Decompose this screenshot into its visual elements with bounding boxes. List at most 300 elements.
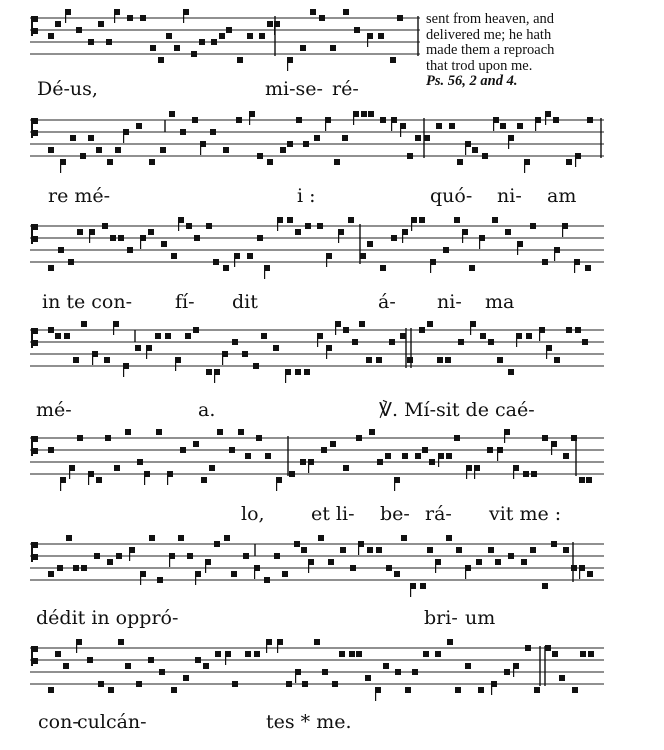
- neume-stem: [200, 141, 201, 155]
- neume: [517, 123, 523, 129]
- neume: [587, 571, 593, 577]
- lyric-7-1: con-: [38, 711, 79, 733]
- neume: [171, 253, 177, 259]
- neume: [267, 159, 273, 165]
- neume-stem: [225, 651, 226, 665]
- neume: [253, 363, 259, 369]
- neume-stem: [466, 465, 467, 479]
- neume: [87, 657, 93, 663]
- neume: [178, 535, 184, 541]
- neume-stem: [391, 117, 392, 131]
- lyric-7-3: tes * me.: [266, 711, 352, 733]
- neume: [443, 247, 449, 253]
- lyric-4-2: a.: [198, 399, 216, 421]
- neume-stem: [326, 253, 327, 267]
- neume-stem: [479, 235, 480, 249]
- neume: [420, 583, 426, 589]
- neume: [174, 45, 180, 51]
- neume-stem: [438, 453, 439, 467]
- neume: [339, 651, 345, 657]
- neume: [104, 357, 110, 363]
- do-clef-icon: [31, 646, 38, 666]
- neume: [98, 681, 104, 687]
- neume: [223, 147, 229, 153]
- neume: [551, 541, 557, 547]
- neume: [495, 559, 501, 565]
- neume: [48, 147, 54, 153]
- neume: [48, 265, 54, 271]
- neume: [214, 541, 220, 547]
- neume-stem: [524, 159, 525, 173]
- neume-stem: [123, 129, 124, 143]
- neume: [57, 565, 63, 571]
- neume: [48, 571, 54, 577]
- neume-stem: [326, 345, 327, 359]
- neume: [361, 111, 367, 117]
- translation-line-4: that trod upon me.: [426, 57, 533, 74]
- neume: [254, 651, 260, 657]
- neume-stem: [144, 471, 145, 485]
- neume: [389, 339, 395, 345]
- neume: [148, 657, 154, 663]
- do-clef-icon: [31, 16, 38, 36]
- neume: [580, 651, 586, 657]
- neume: [105, 435, 111, 441]
- neume: [482, 153, 488, 159]
- neume: [55, 333, 61, 339]
- neume-stem: [140, 235, 141, 249]
- neume: [118, 639, 124, 645]
- neume: [429, 459, 435, 465]
- neume: [582, 339, 588, 345]
- neume: [287, 141, 293, 147]
- neume: [116, 553, 122, 559]
- neume-stem: [513, 465, 514, 479]
- neume: [265, 453, 271, 459]
- lyric-5-5: vit me :: [489, 503, 562, 525]
- lyric-2-1: re mé-: [48, 185, 111, 207]
- neume: [169, 111, 175, 117]
- neume: [334, 159, 340, 165]
- neume-stem: [508, 135, 509, 149]
- neume: [579, 477, 585, 483]
- neume-stem: [167, 471, 168, 485]
- neume: [563, 453, 569, 459]
- neume: [136, 681, 142, 687]
- do-clef-icon: [31, 328, 38, 348]
- neume: [365, 675, 371, 681]
- neume: [405, 687, 411, 693]
- neume: [377, 459, 383, 465]
- lyric-5-3: be-: [380, 503, 410, 525]
- neume-stem: [491, 681, 492, 695]
- neume-stem: [129, 547, 130, 561]
- neume-stem: [353, 111, 354, 125]
- neume-stem: [546, 345, 547, 359]
- neume: [102, 223, 108, 229]
- neume: [385, 453, 391, 459]
- neume: [422, 447, 428, 453]
- neume-stem: [277, 217, 278, 231]
- neume: [96, 477, 102, 483]
- neume: [48, 687, 54, 693]
- neume-stem: [276, 477, 277, 491]
- neume: [300, 45, 306, 51]
- neume: [206, 223, 212, 229]
- neume-stem: [60, 159, 61, 173]
- neume: [48, 327, 54, 333]
- neume: [314, 135, 320, 141]
- translation-line-1: sent from heaven, and: [426, 11, 555, 27]
- neume: [369, 429, 375, 435]
- neume: [478, 687, 484, 693]
- neume: [96, 147, 102, 153]
- neume: [319, 15, 325, 21]
- neume: [114, 465, 120, 471]
- neume: [135, 345, 141, 351]
- neume: [386, 565, 392, 571]
- neume: [534, 687, 540, 693]
- neume: [261, 333, 267, 339]
- neume: [77, 229, 83, 235]
- neume: [380, 265, 386, 271]
- neume: [106, 39, 112, 45]
- neume: [305, 223, 311, 229]
- neume: [58, 247, 64, 253]
- neume: [88, 135, 94, 141]
- neume: [356, 435, 362, 441]
- neume: [159, 669, 165, 675]
- do-clef-icon: [31, 118, 38, 138]
- neume: [194, 235, 200, 241]
- staff-4: [30, 322, 604, 392]
- neume: [446, 535, 452, 541]
- neume: [68, 259, 74, 265]
- neume: [360, 253, 366, 259]
- neume: [472, 147, 478, 153]
- neume: [508, 369, 514, 375]
- neume: [446, 453, 452, 459]
- neume-stem: [114, 9, 115, 23]
- staff-3: [30, 218, 604, 286]
- neume: [287, 217, 293, 223]
- neume: [232, 681, 238, 687]
- neume: [531, 471, 537, 477]
- translation-line-2: delivered me; he hath: [426, 26, 552, 43]
- neume-stem: [60, 477, 61, 491]
- neume: [424, 135, 430, 141]
- neume: [76, 27, 82, 33]
- neume-stem: [394, 477, 395, 491]
- neume-stem: [65, 9, 66, 23]
- neume: [55, 21, 61, 27]
- neume-stem: [574, 259, 575, 273]
- neume: [238, 429, 244, 435]
- neume: [456, 547, 462, 553]
- neume-stem: [400, 123, 401, 137]
- neume-stem: [277, 639, 278, 653]
- neume: [455, 687, 461, 693]
- neume: [465, 663, 471, 669]
- neume: [201, 477, 207, 483]
- neume-stem: [287, 57, 288, 71]
- lyric-6-1: dédit in oppró-: [36, 607, 179, 629]
- neume: [286, 681, 292, 687]
- neume-stem: [69, 465, 70, 479]
- neume: [487, 447, 493, 453]
- neume: [376, 357, 382, 363]
- neume: [342, 135, 348, 141]
- neume: [407, 357, 413, 363]
- neume-stem: [338, 229, 339, 243]
- neume: [256, 435, 262, 441]
- neume: [282, 571, 288, 577]
- neume-stem: [113, 321, 114, 335]
- neume: [127, 15, 133, 21]
- neume: [352, 339, 358, 345]
- neume-stem: [402, 229, 403, 243]
- neume: [264, 577, 270, 583]
- neume: [224, 535, 230, 541]
- neume: [401, 535, 407, 541]
- lyric-7-2: culcán-: [77, 711, 147, 733]
- neume: [219, 33, 225, 39]
- neume: [73, 357, 79, 363]
- neume-stem: [430, 259, 431, 273]
- neume: [289, 471, 295, 477]
- neume-stem: [335, 321, 336, 335]
- neume: [180, 447, 186, 453]
- neume: [98, 21, 104, 27]
- neume: [488, 339, 494, 345]
- neume: [454, 435, 460, 441]
- neume: [376, 547, 382, 553]
- neume-stem: [234, 253, 235, 267]
- neume-stem: [545, 111, 546, 125]
- neume-stem: [554, 247, 555, 261]
- neume: [458, 339, 464, 345]
- neume: [157, 577, 163, 583]
- neume: [497, 357, 503, 363]
- neume: [193, 441, 199, 447]
- neume: [303, 141, 309, 147]
- neume: [223, 265, 229, 271]
- neume-stem: [579, 565, 580, 579]
- neume-stem: [92, 351, 93, 365]
- neume: [575, 327, 581, 333]
- neume: [73, 565, 79, 571]
- neume: [171, 687, 177, 693]
- neume-stem: [474, 465, 475, 479]
- neume-stem: [375, 687, 376, 701]
- neume-stem: [264, 265, 265, 279]
- neume-stem: [222, 351, 223, 365]
- neume: [158, 57, 164, 63]
- neume: [554, 357, 560, 363]
- neume-stem: [76, 639, 77, 653]
- neume: [125, 429, 131, 435]
- neume-stem: [308, 459, 309, 473]
- neume: [427, 547, 433, 553]
- neume: [125, 663, 131, 669]
- neume: [77, 435, 83, 441]
- neume: [66, 535, 72, 541]
- neume: [294, 541, 300, 547]
- neume-stem: [285, 369, 286, 383]
- neume: [343, 9, 349, 15]
- neume: [245, 651, 251, 657]
- neume-stem: [575, 153, 576, 167]
- neume: [400, 333, 406, 339]
- neume: [367, 547, 373, 553]
- neume: [480, 333, 486, 339]
- neume: [191, 51, 197, 57]
- neume: [445, 357, 451, 363]
- neume: [354, 27, 360, 33]
- neume: [427, 321, 433, 327]
- neume-stem: [308, 559, 309, 573]
- neume: [586, 477, 592, 483]
- neume: [559, 675, 565, 681]
- neume-stem: [358, 541, 359, 555]
- lyric-6-3: um: [465, 607, 496, 629]
- neume: [585, 265, 591, 271]
- neume-stem: [516, 333, 517, 347]
- neume: [412, 669, 418, 675]
- neume-stem: [497, 447, 498, 461]
- neume-stem: [214, 369, 215, 383]
- neume: [587, 117, 593, 123]
- neume: [330, 441, 336, 447]
- neume: [552, 651, 558, 657]
- neume: [107, 159, 113, 165]
- neume: [397, 15, 403, 21]
- staff-1: [30, 10, 420, 72]
- neume: [247, 33, 253, 39]
- lyric-5-1: lo,: [241, 503, 265, 525]
- neume: [476, 559, 482, 565]
- neume: [380, 117, 386, 123]
- neume: [295, 229, 301, 235]
- neume: [257, 153, 263, 159]
- neume: [301, 547, 307, 553]
- neume: [166, 33, 172, 39]
- neume: [571, 565, 577, 571]
- neume: [419, 217, 425, 223]
- do-clef-icon: [31, 436, 38, 456]
- neume: [245, 453, 251, 459]
- neume: [187, 553, 193, 559]
- neume: [447, 639, 453, 645]
- neume-stem: [465, 141, 466, 155]
- lyric-3-3: dit: [232, 291, 258, 313]
- neume: [127, 247, 133, 253]
- neume: [259, 33, 265, 39]
- neume: [273, 345, 279, 351]
- lyric-3-2: fí-: [175, 291, 195, 313]
- neume: [165, 333, 171, 339]
- neume: [110, 235, 116, 241]
- neume: [508, 553, 514, 559]
- neume: [553, 117, 559, 123]
- neume-stem: [88, 471, 89, 485]
- neume: [390, 57, 396, 63]
- lyric-3-1: in te con-: [42, 291, 133, 313]
- neume: [64, 333, 70, 339]
- neume: [161, 241, 167, 247]
- neume-stem: [465, 565, 466, 579]
- neume: [437, 357, 443, 363]
- neume: [350, 565, 356, 571]
- neume-stem: [183, 9, 184, 23]
- neume-stem: [146, 345, 147, 359]
- neume-stem: [123, 363, 124, 377]
- neume-stem: [175, 357, 176, 371]
- neume-stem: [266, 639, 267, 653]
- neume-stem: [295, 669, 296, 683]
- neume: [295, 369, 301, 375]
- neume: [488, 547, 494, 553]
- lyric-4-1: mé-: [36, 399, 72, 421]
- neume: [118, 235, 124, 241]
- neume: [415, 135, 421, 141]
- neume: [391, 235, 397, 241]
- neume: [150, 45, 156, 51]
- neume-stem: [462, 229, 463, 243]
- neume: [192, 117, 198, 123]
- neume: [217, 429, 223, 435]
- neume: [231, 571, 237, 577]
- neume: [328, 559, 334, 565]
- neume: [523, 471, 529, 477]
- neume-stem: [562, 223, 563, 237]
- lyric-2-2: i :: [297, 185, 316, 207]
- neume: [317, 223, 323, 229]
- neume: [247, 253, 253, 259]
- neume: [48, 447, 54, 453]
- neume: [310, 9, 316, 15]
- neume: [542, 583, 548, 589]
- translation-block: [426, 12, 658, 90]
- neume: [394, 571, 400, 577]
- lyric-1-2: mi-se-: [265, 78, 323, 100]
- neume-stem: [539, 327, 540, 341]
- lyric-2-5: am: [547, 185, 577, 207]
- neume: [302, 681, 308, 687]
- neume: [469, 265, 475, 271]
- neume: [572, 687, 578, 693]
- lyric-2-4: ni-: [497, 185, 522, 207]
- neume: [321, 447, 327, 453]
- neume: [588, 651, 594, 657]
- neume: [203, 663, 209, 669]
- neume: [236, 117, 242, 123]
- neume: [454, 217, 460, 223]
- neume-stem: [169, 553, 170, 567]
- neume: [356, 651, 362, 657]
- neume: [115, 147, 121, 153]
- neume: [274, 553, 280, 559]
- neume-stem: [411, 217, 412, 231]
- neume: [348, 217, 354, 223]
- neume: [267, 21, 273, 27]
- neume-stem: [493, 117, 494, 131]
- neume: [525, 645, 531, 651]
- neume: [242, 351, 248, 357]
- neume: [149, 159, 155, 165]
- lyric-3-6: ma: [485, 291, 515, 313]
- neume: [193, 327, 199, 333]
